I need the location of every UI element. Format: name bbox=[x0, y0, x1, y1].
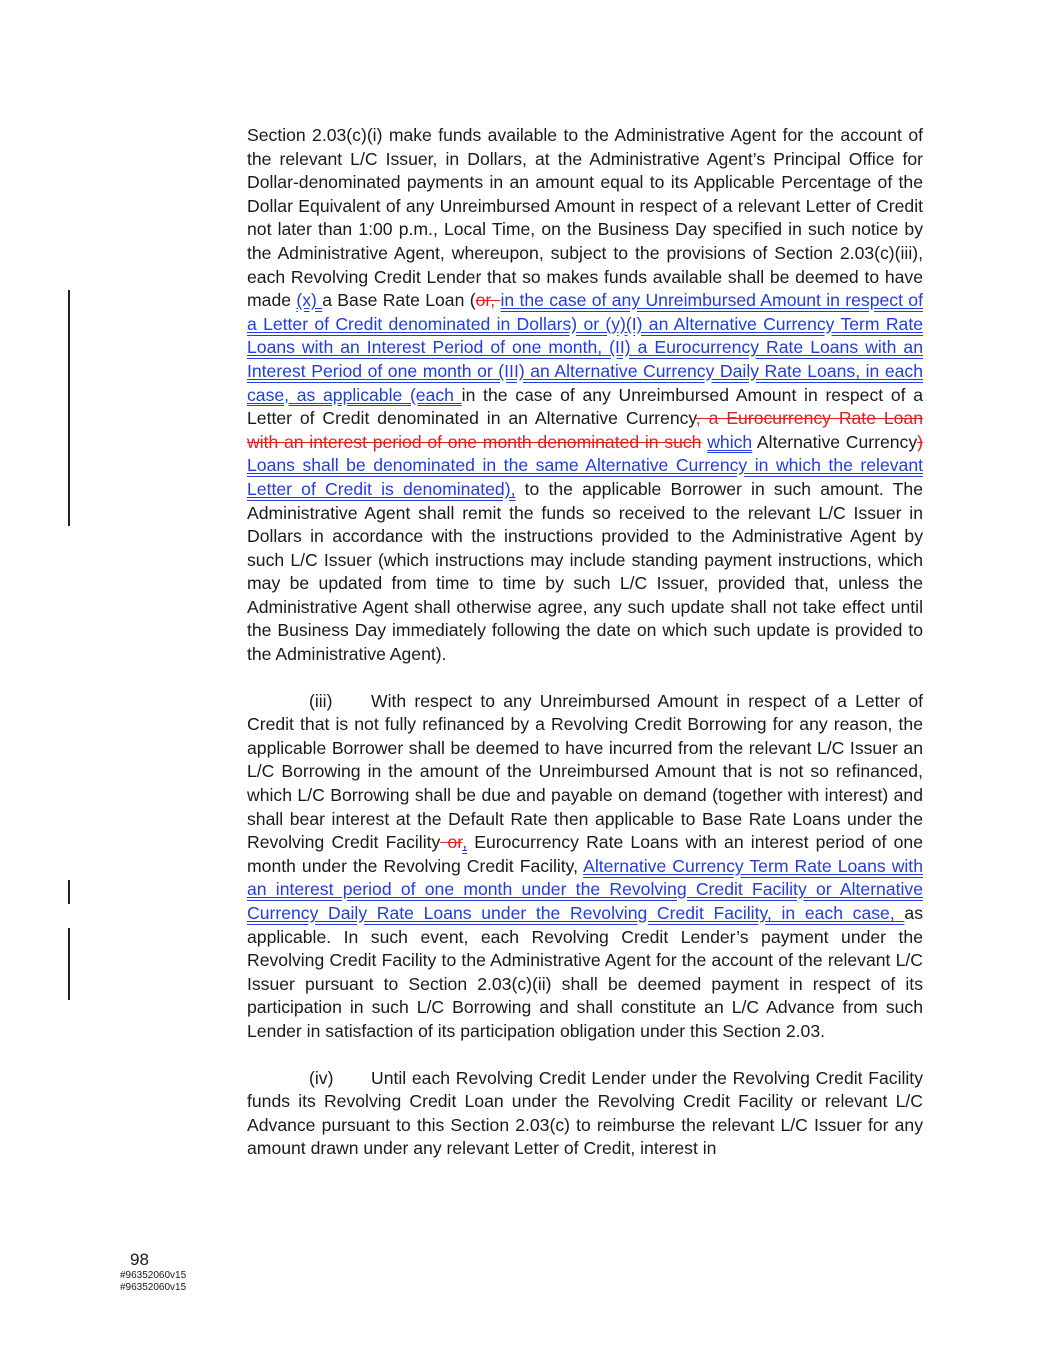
change-bar bbox=[68, 928, 70, 1000]
inserted-text: , bbox=[462, 832, 468, 853]
inserted-text: Alternative Currency Term Rate Loans with an interest period of one month under the Revolving Credit Facility or Alternative Currency Daily Rate Loans under the Revolving Credit Facility, in each case, bbox=[247, 855, 923, 923]
text-run: With respect to any Unreimbursed Amount in respect of a Letter of Credit that is not fully refinanced by a Revolving Credit Borrowing for any reason, the applicable Borrower shall be deemed to have incurred from the relevant L/C Issuer an L/C Borrowing in the amount of the Unreimbursed Amount that is not so refinanced, which L/C Borrowing shall be due and payable on demand (together with interest) and shall bear interest at the Default Rate then applicable to Base Rate Loans under the Revolving Credit Facility bbox=[247, 690, 923, 853]
paragraph-number: (iv) bbox=[309, 1067, 334, 1088]
deleted-text: or, bbox=[475, 290, 501, 311]
text-run: in the case of any Unreimbursed Amount in respect of a Letter of Credit denominated in an Alternative Currency bbox=[247, 384, 923, 429]
paragraph-iv bbox=[247, 1067, 923, 1161]
change-bar bbox=[68, 290, 70, 526]
text-run: to the applicable Borrower in such amount. The Administrative Agent shall remit the funds so received to the relevant L/C Issuer in Dollars in accordance with the instructions provided to the Administrative Agent by such L/C Issuer (which instructions may include standing payment instructions, which may be updated from time to time by such L/C Issuer, provided that, unless the Administrative Agent shall otherwise agree, any such update shall not take effect until the Business Day immediately following the date on which such update is provided to the Administrative Agent). bbox=[247, 478, 923, 665]
text-run: Until each Revolving Credit Lender under the Revolving Credit Facility funds its Revolving Credit Loan under the Revolving Credit Facility or relevant L/C Advance pursuant to this Section 2.03(c) to reimburse the relevant L/C Issuer for any amount drawn under any relevant Letter of Credit, interest in bbox=[247, 1067, 923, 1159]
document-id: #96352060v15 bbox=[120, 1282, 187, 1293]
text-run: Eurocurrency Rate Loans with an interest period of one month under the Revolving Credit Facility, bbox=[247, 832, 923, 876]
paragraph-continuation bbox=[247, 124, 923, 667]
document-body bbox=[247, 124, 923, 1184]
inserted-text: which bbox=[707, 431, 753, 452]
deleted-text: or bbox=[440, 832, 463, 853]
text-run: Section 2.03(c)(i) make funds available to the Administrative Agent for the account of the relevant L/C Issuer, in Dollars, at the Administrative Agent’s Principal Office for Dollar-denominated payments in an amount equal to its Applicable Percentage of the Dollar Equivalent of any Unreimbursed Amount in respect of a relevant Letter of Credit not later than 1:00 p.m., Local Time, on the Business Day specified in such notice by the Administrative Agent, whereupon, subject to the provisions of Section 2.03(c)(iii), each Revolving Credit Lender that so makes funds available shall be deemed to have made bbox=[247, 125, 923, 311]
deleted-text: , a Eurocurrency Rate Loan with an interest period of one month denominated in such bbox=[247, 408, 923, 452]
document-id: #96352060v15 bbox=[120, 1270, 187, 1281]
inserted-text: (x) bbox=[296, 290, 323, 311]
change-bar bbox=[68, 880, 70, 904]
paragraph-iii bbox=[247, 690, 923, 1044]
text-run: a Base Rate Loan ( bbox=[322, 290, 476, 311]
inserted-text: Loans shall be denominated in the same Alternative Currency in which the relevant Letter of Credit is denominated), bbox=[247, 455, 923, 499]
page-footer bbox=[120, 1250, 186, 1294]
text-run: as applicable. In such event, each Revolving Credit Lender’s payment under the Revolving Credit Facility to the Administrative Agent for the account of the relevant L/C Issuer pursuant to Section 2.03(c)(ii) shall be deemed payment in respect of its participation in such L/C Borrowing and shall constitute an L/C Advance from such Lender in satisfaction of its participation obligation under this Section 2.03. bbox=[247, 903, 923, 1041]
text-run: Alternative Currency bbox=[752, 431, 918, 452]
deleted-text: ) bbox=[917, 431, 924, 452]
page-number: 98 bbox=[130, 1250, 149, 1269]
paragraph-number: (iii) bbox=[309, 690, 333, 711]
inserted-text: in the case of any Unreimbursed Amount in respect of a Letter of Credit denominated in Dollars) or (y)(I) an Alternative Currency Term Rate Loans with an Interest Period of one month, (II) a Eurocurrency Rate Loans with an Interest Period of one month or (III) an Alternative Currency Daily Rate Loans, in each case, as applicable (each bbox=[247, 290, 923, 405]
